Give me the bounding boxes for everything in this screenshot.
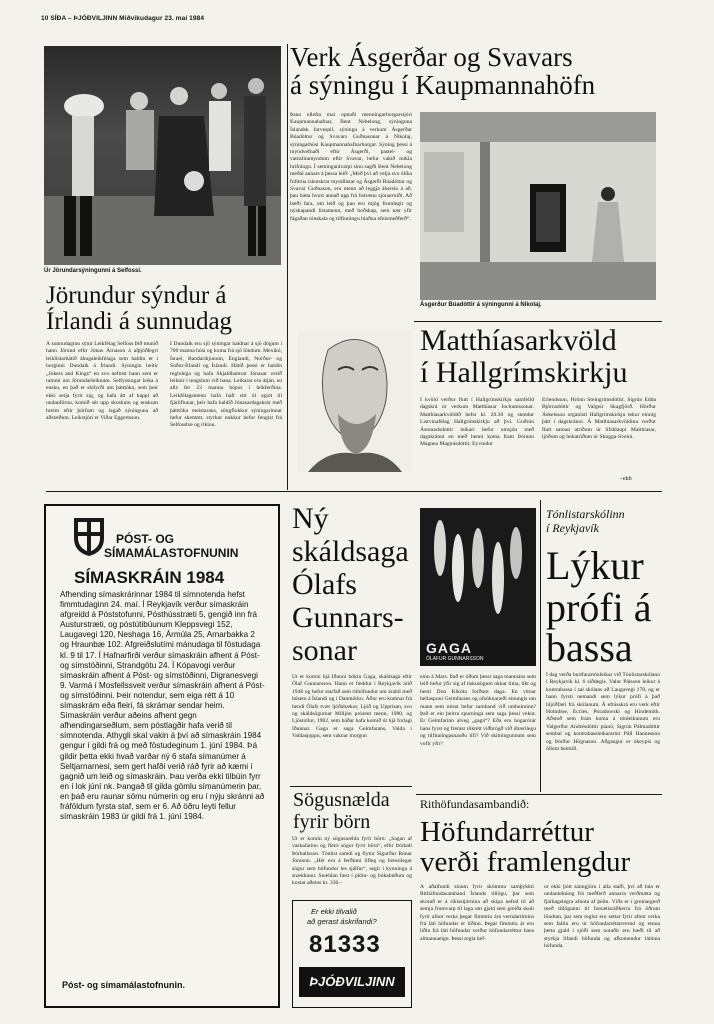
jorundur-photo-caption: Úr Jörundarsýningunni á Selfossi. (44, 268, 142, 274)
hofundar-headline-2: verði framlengdur (420, 846, 631, 878)
exhibition-photo (420, 112, 656, 300)
simi-footer: Póst- og símamálastofnunin. (62, 980, 186, 990)
hofundar-body-col2: ur ekki þótt sanngjörn í alla staði, því að hún er undantekning frá meðferð annarra verðmæta og fjárhagslegra afnota af þeim. Víða er í greinargerð með tillögunni til forsætisráðherra frá öðrum löndum, þar sem reglur eru settar fyrir afnot verka sem fallin eru úr höfundarréttarvernd og renna þetta gjald í sjóði sem notaðir eru bæði til að styrkja lifandi höfunda og afkomendur látinna höfunda. (544, 884, 660, 950)
tonlist-body: Í dag verða burtfarartónleikar við Tónlistarskólann í Reykjavík kl. 6 síðdegis. Valur Pálsson leikur á kontrabassa í sal skólans að Laugavegi 178, og er hann fyrsti nemandi sem lýkur prófi á það hljóðfæri frá skólanum. Á efnisskrá eru verk eftir Holmboe, Eccles, Poradowski og Hindemith. Aðstoð sem fram koma á tónleikunum eru Valgerður Andrésdóttir píanó, Sigrún Pálmadóttir sembal og kontrabassleikararnir Páll Hannesson og Þórður Högnason. Aðgangur er ókeypis og öllum heimill. (546, 672, 660, 753)
tonlist-headline-2: prófi á (546, 585, 652, 630)
sogu-headline-2: fyrir börn (293, 811, 371, 833)
simi-body: Afhending símaskrárinnar 1984 til símnotenda hefst fimmtudaginn 24. maí. Í Reykjavík verður símaskráin afgreidd á Póststofunni, Pósthússtræti 5, gengið inn frá Austurstræti, og póstútibúunum Kleppsvegi 152, Laugavegi 120, Neshaga 16, Ármúla 25, Arnarbakka 2 og Hraunbæ 102. Afgreiðslutími mánudaga til föstudaga kl. 9 til 17. Í Hafnarfirði verður símaskráin afhent á Póst- og símstöðinni, Strandgötu 24. Í Kópavogi verður símaskráin afhent á Póst- og símstöðinni, Digranesvegi 9. Varmá í Mosfellssveit verður símaskráin afhent á Póst- og símstöðinni. Þeir notendur, sem eiga rétt á 10 símaskrám eða fleiri, fá skrárnar sendar heim. Símaskráin verður aðeins afhent gegn afhendingarseðlum, sem póstlagðir hafa verið til símnotenda. Athygli skal vakin á því að símaskráin 1984 gengur í gildi frá og með föstudeginum 1. júní 1984. Þá gildir þetta ekki hvað varðar ný 6 stafa símanúmer á Seltjarnarnesi, sem gert hafði verið ráð fyrir að kæmi í gagnið um leið og símaskráin. Þau verða ekki tilbúin fyrr en í lok júní nk. Þangað til gilda gömlu símanúmerin þar, en það eru raunar sömu númerin og eru í nýju skránni að fráföldum fyrsta staf, sem er 6. Að öðru leyti fellur símaskráin 1983 úr gildi frá 1. júní 1984. (60, 590, 265, 822)
askrift-line-2: að gerast áskrifandi? (307, 917, 377, 926)
tonlist-headline-1: Lýkur (546, 543, 644, 588)
hofundar-kicker: Rithöfundasambandið: (420, 797, 530, 811)
verk-headline-1: Verk Ásgerðar og Svavars (290, 42, 573, 72)
page-masthead: 10 SÍÐA – ÞJÓÐVILJINN Miðvikudagur 23. maí 1984 (41, 15, 205, 22)
divider (46, 491, 662, 492)
tonlist-kicker-2: í Reykjavík (546, 521, 599, 535)
divider (540, 500, 541, 792)
jorundur-headline-1: Jörundur sýndur á (46, 282, 227, 309)
verk-body: Þann ellefta maí opnaði menningarborgarstjóri Kaupmannahafnar, Bent Nebelong, sýninguna Íslandsk farvespil, sýningu á verkum Ásgerðar Búadóttur og Svavars Guðnasonar á Nikolaj, sýningarhúsi Kaupmannahafnarborgar. Sýning þessi á myndvefnaði eftir Ásgerði, pastel- og vatnslitamyndum eftir Svavar, hefur vakið mikla hrifningu. Í setningarávarpi sínu sagði Bent Nebelong meðal annars á þessa leið: „Með því að velja svo ólíka fulltrúa íslenskrar myndlistar og Ásgerði Búadóttur og Svavar Guðnason, eru menn að leggja áherslu á að, þau bæta hvort annað upp frá listrænu sjónarmiði. Að bæði fara, um leið og þau eru mjög frumlegir og nýskapandi listamenn, með boðskap, sem nær yfir fágaðan tónskala og tilfinningu hlaðna efnismeðferð“. (290, 112, 412, 222)
gaga-body-left: Út er komin hjá Iðunni bókin Gaga, skáldsaga eftir Ólaf Gunnarsson. Hann er fæddur í Reykjavík árið 1948 og hefur starfað sem rithöfundur um árabil með búsetu á Íslandi og í Danmörku. Áður eru komnar frá hendi Ólafs tvær ljóðabækur, Ljóð og Upprisan, svo og skáldsögurnar Milljón prósent menn, 1980, og Ljóstollur, 1982, sem báðar hafa komið út hjá forlagi Iðunnar. Gaga er saga Geimfarans, Valda í Valdasjoppu, sem vaknar morgun (292, 674, 412, 740)
simi-org-line-2: SÍMAMÁLASTOFNUNIN (104, 546, 239, 560)
divider (414, 321, 662, 322)
gaga-headline-2: skáldsaga (292, 535, 409, 568)
verk-photo-caption: Ásgerður Búadóttir á sýningunni á Nikolaj. (420, 302, 542, 308)
gaga-headline-5: sonar (292, 634, 357, 667)
askrift-logo: ÞJÓÐVILJINN (299, 967, 405, 997)
simi-title: SÍMASKRÁIN 1984 (74, 568, 225, 587)
jorundur-body-col2: Í Dundalk eru sjö sýningar haldnar á sjö dögum í 700 manna húsi og koma frá sjö löndum. Mexíkó, Ísrael, Bandaríkjunum, Englandi, Norður- og Suður-Írlandi og Íslandi. Hátíð þessi er haldin reglulega og hafa Skjaldhamrar Jónasar verið leiknir í tengslum við hana. Leikarar eru átján, en alls fer 23 manna hópur í leikferðina. Leikfélagsmenn hafa haft sitt úl spjót til fjáröflunar, þeir hafa haldið Jónasardagskrár með þátttöku meistarans, söngflokkur sýningarinnar hefur skemmt, styrkur nokkur hefur fengist frá Selfossbæ og ríkinu. (170, 341, 282, 429)
sogu-headline-1: Sögusnælda (293, 789, 390, 811)
gaga-book-cover (420, 508, 536, 666)
sogu-body: Út er komin ný sögusnælda fyrir börn: „Sagan af vaskafatinu og fleiri sögur fyrir börn“, eftir Þórhall Þórhallsson. Tónlist samdi og flytur Sigurður Rúnar Jónsson. „Hér eru á ferðinni lífleg og bressilegar sögur sem höfundur les sjálfur“, segir í kynningu á snældunni. Snældan fæst í plötu- og bókabúðum og kostar aðeins kr. 330.– (292, 836, 412, 887)
gaga-cover-title: GAGA (426, 640, 472, 656)
askrift-line-1: Er ekki tilvalið (311, 907, 357, 916)
jorundur-body-col1: Á sunnudaginn sýnir Leikfélag Selfoss Þið munið hann Jörund eftir Jónas Árnason á alþjóðlegri leiklistarhátíð áhugaleikfélaga sem haldin er í borginni Dundalk á Írlandi. Syningin heitir „Jokers and Kings“ en svo nefnist hann sem er rammi um Jörundarleiknum. Selfyssingar leika á ensku, en það er skilyrði um þátttöku, sem þeir ekki setja fyrir sig, og hafa átt af kappi að undanförnu, komið sér upp skoskum og enskum hreim eftir þörfum og lagað sýninguna að aðstæðum. Leikstjóri er Viðar Eggertsson. (46, 341, 158, 422)
gaga-headline-4: Gunnars- (292, 601, 404, 634)
divider (290, 786, 412, 787)
divider (416, 794, 662, 795)
gaga-headline-3: Ólafs (292, 568, 357, 601)
simi-org-line-1: PÓST- OG (116, 532, 175, 546)
matthias-signature: –ekh (620, 476, 632, 482)
hofundar-body-col1: Á aðalfundi sínum fyrir skömmu samþykkti Rithöfundasamband Íslands tillögu, þar sem skorað er á ríkisstjórnina að skipa nefnd til að semja frumvarp til laga um gjald sem greiða skuli fyrir afnot verka þegar fimmtíu ára verndartímins frá láti höfundar er liðinn. Þegar fimmtíu ár eru liðin frá láti höfundar verður höfundarréttur hans almannaeign. Þessi regla hef- (420, 884, 534, 942)
divider (287, 44, 288, 490)
matthias-body-col2: Erlendsson, Hrönn Steingrímsdóttir, Sigrún Edda Björnsdóttir og Valgeir Skagfjörð. Hörður Áskelsson organisti Hallgrímskirkju tekur einnig þátt í dagskránni. Á Matthíasarkvöldinu verður flutt saman atriðum úr lífshlaupi Matthíasar, ljóðum og leikatriðum úr Skugga-Sveini. (542, 397, 656, 441)
hofundar-headline-1: Höfundarréttur (420, 816, 594, 848)
matthias-headline-2: í Hallgrímskirkju (420, 356, 628, 389)
matthias-body-col1: Í kvöld verður flutt í Hallgrímskirkju samfelld dagskrá úr verkum Matthíasar Jochumssonar. Matthíasarkvöldið hefst kl. 20.30 og stendur Listvinafélag Hallgrímskirkju að því. Guðrún Ásmundsdóttir leikari hefur umsjón með dagskránni en með henni koma fram Þórunn Magnea Magnúsdóttir, Eyvindur (420, 397, 534, 448)
askrift-phone: 81333 (309, 931, 381, 958)
theatre-photo (44, 46, 281, 265)
gaga-cover-author: ÓLAFUR GUNNARSSON (426, 656, 484, 662)
matthias-headline-1: Matthíasarkvöld (420, 324, 617, 357)
askrift-ad (292, 900, 412, 1008)
simaskra-ad (44, 504, 280, 1008)
gaga-headline-1: Ný (292, 502, 329, 535)
tonlist-headline-3: bassa (546, 625, 633, 670)
tonlist-kicker-1: Tónlistarskólinn (546, 507, 625, 521)
gaga-body-right: einn á Mars. Það er óðum þessi saga mannsins sem leið hefur ýfir sig af tiskusögum okkar tíma, líkt og henti Don Kíkóta forðum daga. En vitnar heilaspuni Geimfarans og ofsóknaræði einungis um mann sem misst hefur samband við umheiminn? Það er ein þeirra spurninga sem saga þessi vekur. Er Geimfarinn alveg „gaga“? Eða eru hugarórar hans fyrst og fremst rökrétt viðbrögð við óbærilegu og tilfinningasnauðu lífi? Við skilningunnum sem vofir yfir? (420, 674, 536, 747)
jorundur-headline-2: Írlandi á sunnudag (46, 308, 233, 335)
verk-headline-2: á sýningu í Kaupmannahöfn (290, 70, 596, 100)
matthias-portrait (298, 330, 412, 472)
